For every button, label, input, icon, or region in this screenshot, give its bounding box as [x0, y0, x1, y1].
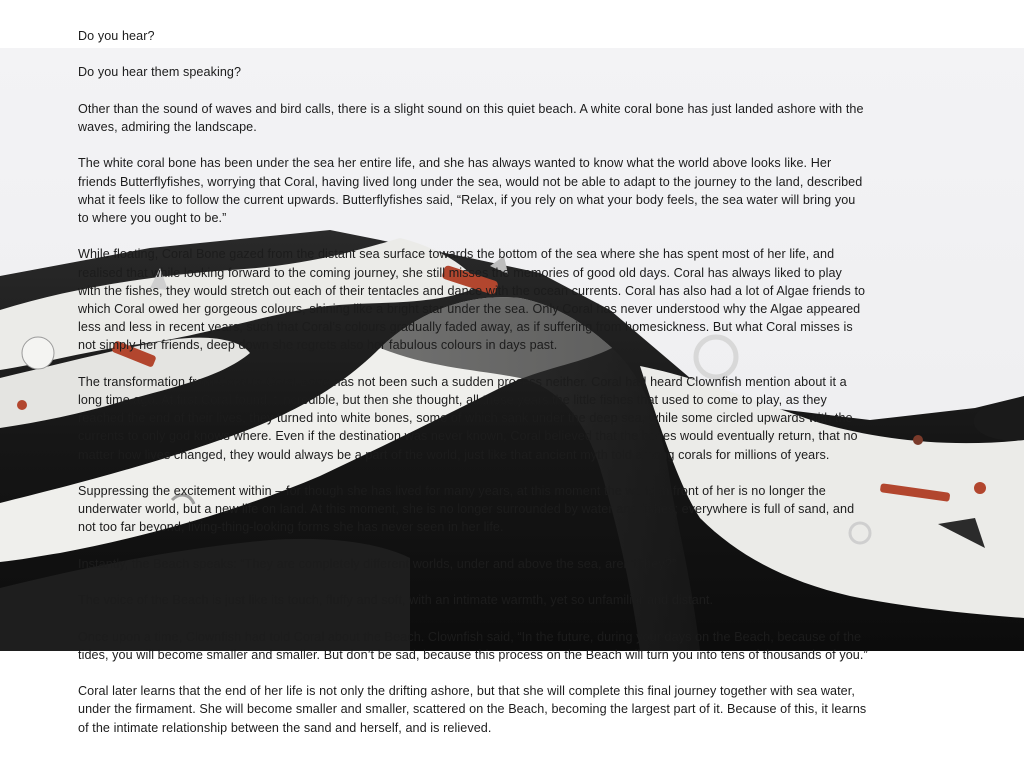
- paragraph-quiet-beach: Other than the sound of waves and bird calls, there is a slight sound on this quiet beach. A white coral bone has just landed ashore with the waves, admiring the landscape.: [78, 101, 864, 134]
- paragraph-while-floating: While floating, Coral Bone gazed from the distant sea surface towards the bottom of the sea where she has spent most of her life, and realised that while looking forward to the coming journey, she still misses the memories of good old days. Coral has always liked to play with the fishes, they would stretch out each of their tentacles and dance with the ocean currents. Coral has also had a lot of Algae friends to which Coral owed her gorgeous colours, shining like a bright star under the sea. Only Coral has never understood why the Algae appeared less and less in recent years, such that Coral’s colours gradually faded away, as if suffering from homesickness. But what Coral misses is not simply her friends, deep down she regrets also her fabulous colours in days past.: [78, 247, 866, 353]
- paragraph-do-you-hear-them: Do you hear them speaking?: [78, 65, 242, 80]
- paragraph-coral-later-learns: Coral later learns that the end of her life is not only the drifting ashore, but that she will complete this final journey together with sea water, under the firmament. She will become smaller and smaller, scattered on the Beach, becoming the largest part of it. Because of this, it learns of the intimate relationship between the sand and herself, and is relieved.: [78, 684, 867, 735]
- paragraph-do-you-hear: Do you hear?: [78, 29, 155, 43]
- paragraph-clownfish-told: Once upon a time, Clownfish had told Coral about the Beach. Clownfish said, “In the future, during your days on the Beach, because of the tides, you will become smaller and smaller. But don’t be sad, because this process on the Beach will turn you into tens of thousands of you.”: [78, 629, 868, 662]
- paragraph-beach-speaks: Instantly, the Beach speaks: “They are completely different worlds, under and above the sea, aren’t they?”: [78, 556, 677, 571]
- paragraph-suppressing-excitement: Suppressing the excitement within – for though she has lived for many years, at this moment the world in front of her is no longer the underwater world, but a new life on land. At this moment, she is no longer surrounded by water and fishes; everywhere is full of sand, and not too far beyond, living-thing-looking forms she has never seen in her life.: [78, 483, 855, 535]
- paragraph-white-coral-bone: The white coral bone has been under the sea her entire life, and she has always wanted to know what the world above looks like. Her friends Butterflyfishes, worrying that Coral, having lived long under the sea, would not be able to adapt to the journey to the land, described what it feels like to follow the current upwards. Butterflyfishes said, “Relax, if you rely on what your body feels, the sea water will bring you to where you ought to be.”: [78, 156, 863, 225]
- story-text: [78, 27, 868, 755]
- paragraph-transformation: The transformation from Coral to Coral Bone has not been such a sudden process neither. Coral had heard Clownfish mention about it a long time ago. At first Coral found it incredible, but then she thought, all these years the little fishes that used to come to play, as they reached the end of their lives, they turned into white bones, some of which sank under the deep sea, while some circled upwards with the currents to only god knows where. Even if the destination was never known, Coral believed that the bones would eventually return, that no matter how lives changed, they would always be a part of the world, just like that ancient myth told among corals for millions of years.: [78, 374, 858, 462]
- paragraph-voice-of-beach: The voice of the Beach is just like its touch, fluffy and soft, with an intimate warmth, yet so unfamiliar and distant.: [78, 593, 714, 608]
